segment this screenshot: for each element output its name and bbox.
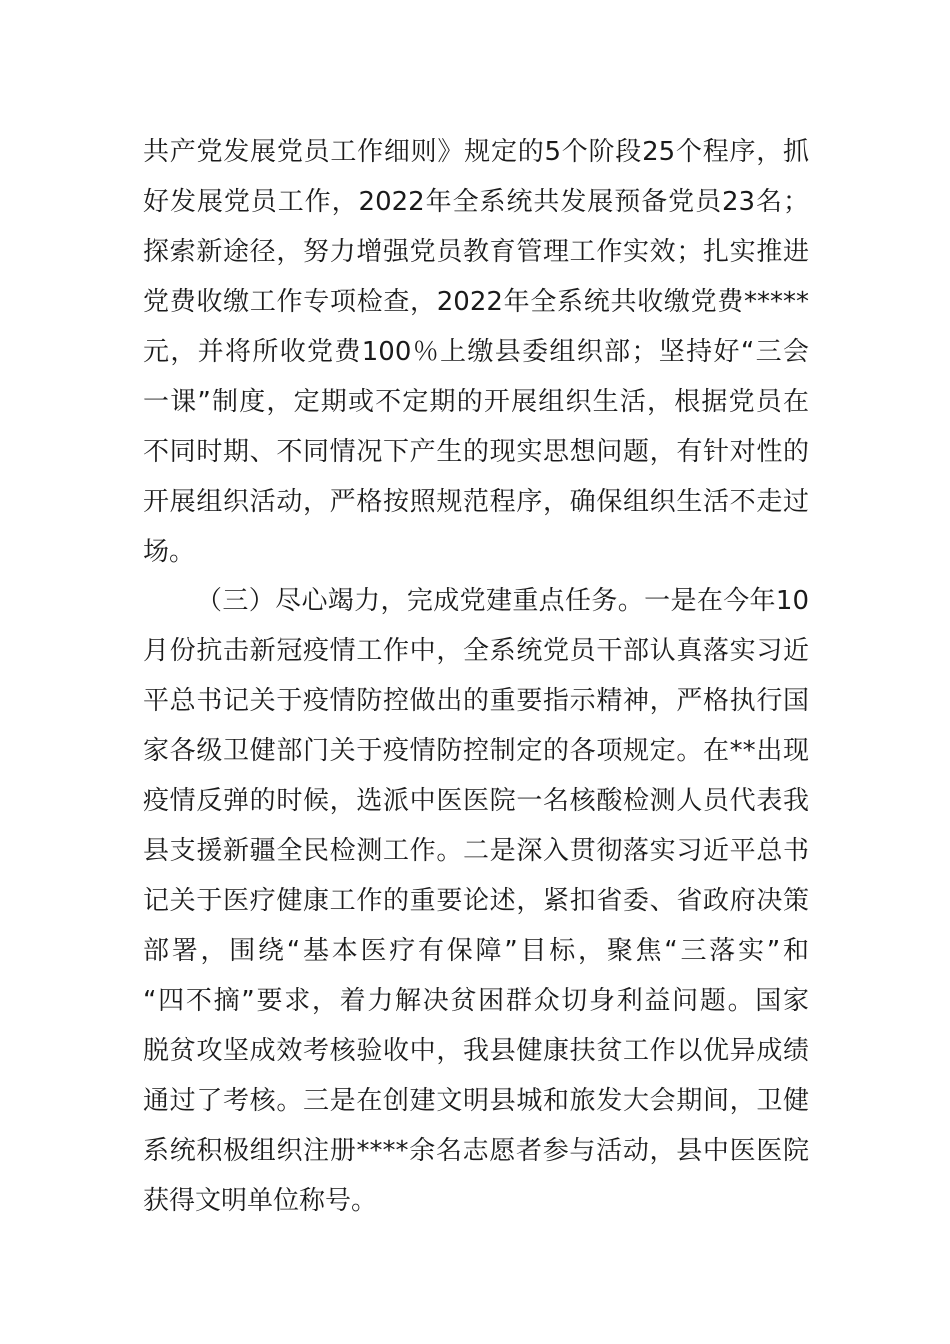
paragraph-2-line-6: 县支援新疆全民检测工作。二是深入贯彻落实习近平总书 xyxy=(143,836,809,866)
paragraph-2-line-1: （三）尽心竭力，完成党建重点任务。一是在今年10 xyxy=(196,586,809,616)
paragraph-1-line-2: 好发展党员工作，2022年全系统共发展预备党员23名； xyxy=(143,187,809,217)
paragraph-1-line-5: 元，并将所收党费100％上缴县委组织部；坚持好“三会 xyxy=(143,337,809,367)
paragraph-2-line-8: 部署，围绕“基本医疗有保障”目标，聚焦“三落实”和 xyxy=(143,936,809,966)
paragraph-2-line-11: 通过了考核。三是在创建文明县城和旅发大会期间，卫健 xyxy=(143,1086,809,1116)
paragraph-1-line-3: 探索新途径，努力增强党员教育管理工作实效；扎实推进 xyxy=(143,237,809,267)
paragraph-1-line-6: 一课”制度，定期或不定期的开展组织生活，根据党员在 xyxy=(143,387,809,417)
paragraph-2-line-5: 疫情反弹的时候，选派中医医院一名核酸检测人员代表我 xyxy=(143,786,809,816)
paragraph-2-line-2: 月份抗击新冠疫情工作中，全系统党员干部认真落实习近 xyxy=(143,636,809,666)
paragraph-2-line-13: 获得文明单位称号。 xyxy=(143,1186,378,1216)
paragraph-1-line-7: 不同时期、不同情况下产生的现实思想问题，有针对性的 xyxy=(143,437,809,467)
paragraph-2-line-10: 脱贫攻坚成效考核验收中，我县健康扶贫工作以优异成绩 xyxy=(143,1036,809,1066)
paragraph-1-line-9: 场。 xyxy=(143,537,196,567)
paragraph-1-line-1: 共产党发展党员工作细则》规定的5个阶段25个程序，抓 xyxy=(143,137,809,167)
paragraph-2-line-7: 记关于医疗健康工作的重要论述，紧扣省委、省政府决策 xyxy=(143,886,809,916)
paragraph-2-line-4: 家各级卫健部门关于疫情防控制定的各项规定。在**出现 xyxy=(143,736,809,766)
paragraph-1-line-8: 开展组织活动，严格按照规范程序，确保组织生活不走过 xyxy=(143,487,809,517)
paragraph-2-line-9: “四不摘”要求，着力解决贫困群众切身利益问题。国家 xyxy=(143,986,809,1016)
paragraph-1-line-4: 党费收缴工作专项检查，2022年全系统共收缴党费***** xyxy=(143,287,809,317)
paragraph-2-line-12: 系统积极组织注册****余名志愿者参与活动，县中医医院 xyxy=(143,1136,809,1166)
paragraph-2-line-3: 平总书记关于疫情防控做出的重要指示精神，严格执行国 xyxy=(143,686,809,716)
